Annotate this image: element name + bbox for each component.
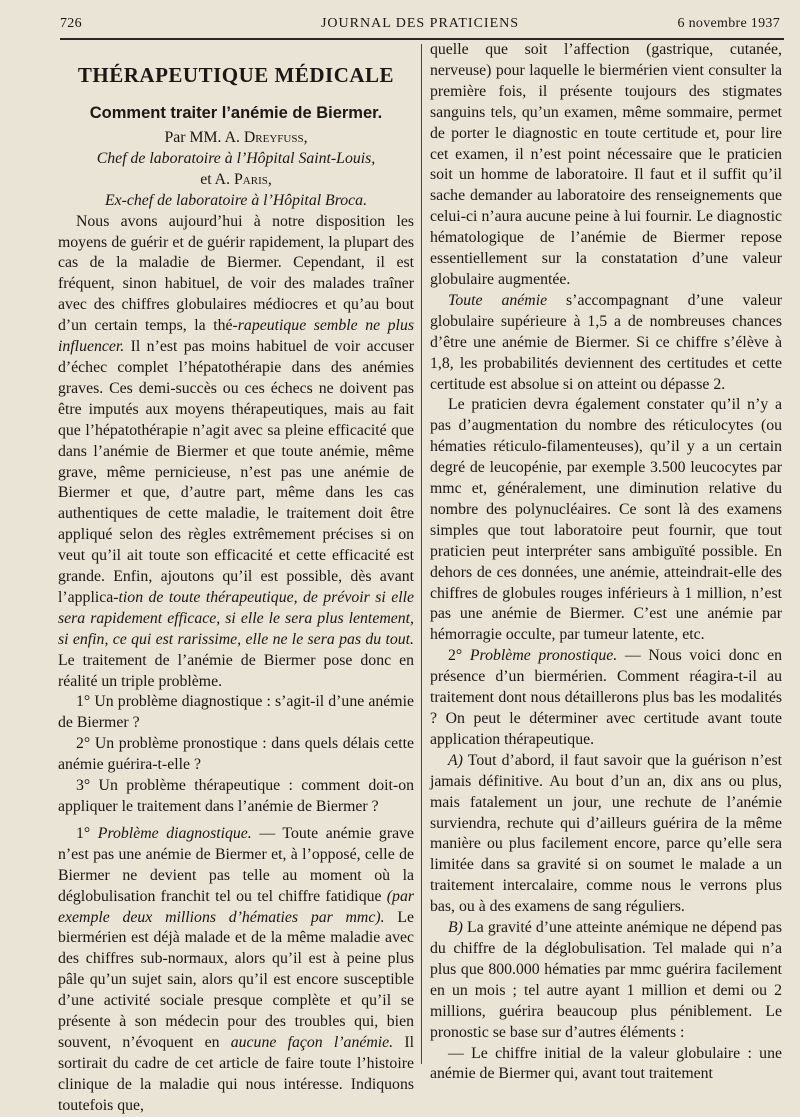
diagnostic-heading: Problème diagnostique.	[97, 824, 252, 842]
diagnostic-text-b: (par exemple deux millions d’hématies par mmc).	[58, 887, 414, 926]
diagnostic-text-a: — Toute anémie grave n’est pas une anémie de Biermer et, à l’opposé, celle de Biermer ne devient pas telle au moment où la déglobulisation franchit tel ou tel chiffre fatidique	[58, 824, 414, 905]
by-prefix: Par MM. A.	[164, 129, 244, 146]
author-1-role: Chef de laboratoire à l’Hôpital Saint-Louis,	[96, 149, 376, 167]
intro-text-d: tion de toute thérapeutique, de prévoir si elle sera rapidement efficace, si elle le sera plus lentement, si enfin, ce qui est rarissime, elle ne le sera pas du tout.	[58, 588, 414, 648]
item-a-text: Tout d’abord, il faut savoir que la guérison n’est jamais définitive. Au bout d’un an, dix ans ou plus, mais fatalement un jour, une rechute de l’anémie surviendra, rechute qui d’ailleurs guérira de la même manière ou plus facilement encore, parce qu’elle sera limitée dans sa gravité si on soumet le malade a un traitement intercalaire, comme nous le verrons plus bas, ou à des examens de sang réguliers.	[430, 751, 782, 916]
issue-date: 6 novembre 1937	[677, 16, 780, 31]
and-prefix: et A.	[200, 170, 234, 188]
diagnostic-text-c: Le biermérien est déjà malade et de la même maladie avec des chiffres sub-normaux, alors qu’il est à peine plus pâle qu’un sujet sain, alors qu’il est encore susceptible d’une activité sociale presque complète et qu’il se présente à son médecin pour des troubles qui, bien souvent, n’évoquent en	[58, 908, 414, 1051]
section-title: THÉRAPEUTIQUE MÉDICALE	[77, 63, 395, 87]
author-2: Paris,	[234, 170, 272, 188]
paragraph-continued: quelle que soit l’affection (gastrique, cutanée, nerveuse) pour laquelle le biermérien vient consulter la première fois, il présente toujours des stigmates sanguins tels, qu’un examen, même sommaire, permet de porter le diagnostic en toute certitude et, pour lire cet examen, il n’est point nécessaire que le praticien soit un homme de laboratoire. Il faut et il suffit qu’il sache demander au laboratoire des renseignements que celui-ci n’aura aucune peine à lui fournir. Le diagnostic hématologique de l’anémie de Biermer repose essentiellement sur la constatation d’une valeur globulaire augmentée.	[430, 41, 782, 288]
item-b-text: La gravité d’une atteinte anémique ne dépend pas du chiffre de la déglobulisation. Tel malade qui n’a plus que 800.000 hématies par mmc guérira facilement en un mois ; tel autre ayant 1 million et demi ou 2 millions, guérira beaucoup plus péniblement. Le pronostic se base sur d’autres éléments :	[430, 919, 782, 1041]
pronostic-number: 2°	[448, 647, 470, 665]
left-column	[58, 58, 414, 1117]
diagnostic-number: 1°	[76, 824, 98, 842]
item-a-label: A)	[448, 751, 463, 769]
problem-3: 3° Un problème thérapeutique : comment doit-on appliquer le traitement dans l’anémie de Biermer ?	[58, 777, 414, 815]
author-1: Dreyfuss,	[243, 129, 308, 146]
column-divider	[421, 44, 422, 1064]
valeur-text: s’accompagnant d’une valeur globulaire supérieure à 1,5 a de nombreuses chances d’être une anémie de Biermer. Si ce chiffre s’élève à 1,8, les probabilités deviennent des certitudes et cette certitude est absolue si on atteint ou dépasse 2.	[430, 291, 782, 393]
page-number: 726	[60, 16, 82, 31]
pronostic-heading: Problème pronostique.	[469, 647, 618, 665]
paragraph-intro	[58, 212, 414, 693]
author-2-role: Ex-chef de laboratoire à l’Hôpital Broca.	[104, 191, 368, 209]
pronostic-text: — Nous voici donc en présence d’un biermérien. Comment réagira-t-il au traitement dont nous détaillerons plus bas les modalités ? On peut le déterminer avec certitude avant toute application thérapeutique.	[430, 647, 782, 748]
paragraph-pronostic	[430, 646, 782, 751]
right-column	[430, 40, 782, 1085]
intro-text-e: Le traitement de l’anémie de Biermer pose donc en réalité un triple problème.	[58, 651, 414, 690]
diagnostic-text-e: Il sortirait du cadre de cet article de faire toute l’histoire clinique de la maladie qui nous intéresse. Indiquons toutefois que,	[58, 1033, 414, 1114]
intro-text-a: Nous avons aujourd’hui à notre disposition les moyens de guérir et de guérir rapidement, la plupart des cas de la maladie de Biermer. Cependant, il est fréquent, sinon habituel, de voir des malades traîner avec des chiffres globulaires médiocres et qu’au bout d’un certain temps, la thé-	[58, 212, 414, 335]
byline-authors-1	[58, 128, 414, 149]
byline-authors-2	[58, 170, 414, 191]
valeur-lead: Toute anémie	[448, 291, 548, 309]
paragraph-valeur-globulaire	[430, 291, 782, 396]
paragraph-examens: Le praticien devra également constater qu’il n’y a pas d’augmentation du nombre des réticulocytes (ou hématies réticulo-filamenteuses), qu’il y a un certain degré de leucopénie, par exemple 3.500 leucocytes par mmc et, généralement, une diminution relative du nombre des polynucléaires. Ce sont là des examens simples que tout laboratoire peut fournir, que tout praticien peut interpréter sans ambiguïté possible. En dehors de ces données, une anémie, atteindrait-elle des chiffres de globules rouges inférieurs à 1 million, n’est pas une anémie de Biermer. C’est une anémie par hémorragie occulte, par tumeur latente, etc.	[430, 396, 782, 644]
paragraph-diagnostic	[58, 824, 414, 1117]
article-title: Comment traiter l’anémie de Biermer.	[89, 104, 383, 122]
paragraph-b	[430, 918, 782, 1043]
intro-text-c: Il n’est pas moins habituel de voir accuser d’échec complet l’hépatothérapie dans des anémies graves. Ces demi-succès ou ces échecs ne doivent pas être imputés aux moyens thérapeutiques, mais au fait que l’hépatothérapie n’agit avec sa pleine efficacité que dans l’anémie de Biermer et que toute anémie, même grave, même pernicieuse, n’est pas une anémie de Biermer et que, d’autre part, même dans les cas authentiques de cette maladie, le traitement doit être appliqué selon des règles extrêmement précises si on veut qu’il ait toute son efficacité et cette efficacité est grande. Enfin, ajoutons qu’il est possible, dès avant l’applica-	[58, 338, 414, 606]
problem-1: 1° Un problème diagnostique : s’agit-il d’une anémie de Biermer ?	[58, 693, 414, 732]
journal-title: JOURNAL DES PRATICIENS	[320, 16, 520, 31]
diagnostic-text-d: aucune façon l’anémie.	[230, 1033, 394, 1051]
paragraph-a	[430, 751, 782, 918]
paragraph-chiffre-initial: — Le chiffre initial de la valeur globulaire : une anémie de Biermer qui, avant tout traitement	[430, 1044, 782, 1083]
item-b-label: B)	[448, 919, 463, 937]
running-header	[60, 16, 780, 38]
problem-2: 2° Un problème pronostique : dans quels délais cette anémie guérira-t-elle ?	[58, 735, 414, 774]
intro-text-b: rapeutique semble ne plus influencer.	[58, 317, 414, 356]
